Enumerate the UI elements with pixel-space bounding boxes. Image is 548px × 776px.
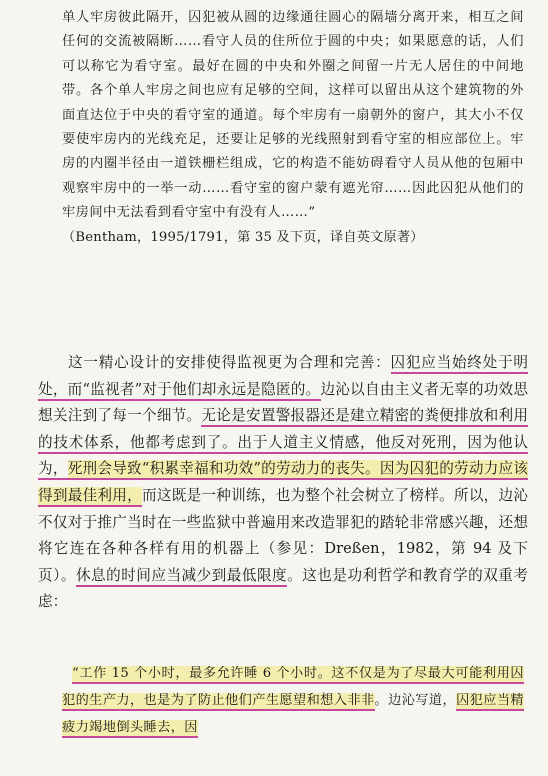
sentence: 边沁以自由主义者无辜的功效思想关注到了每一个细节。	[38, 380, 528, 425]
sentence: 。这也是功利哲学和教育学的双重考虑：	[38, 566, 528, 611]
block-quote-bentham	[62, 6, 524, 250]
block-quote-work-hours	[62, 660, 524, 741]
sentence: 而这既是一种训练，也为整个社会树立了榜样。所以，边沁不仅对于推广当时在一些监狱中普遍用来改造罪犯的踏轮非常感兴趣，还想将它连在各种各样有用的机器上（参见：Dreßen，1982，第 94 及下页）。	[38, 486, 528, 584]
underlined-text: 出于人道主义情感，他反对死刑，因为他认为，	[38, 434, 528, 481]
sentence: 这一精心设计的安排使得监视更为合理和完善：	[68, 354, 391, 371]
citation: （Bentham，1995/1791，第 35 及下页，译自英文原著）	[62, 229, 424, 245]
sentence: 。边沁写道，	[374, 693, 457, 708]
highlighted-text: 囚犯应当精疲力竭地倒头睡去，因	[62, 693, 524, 738]
highlighted-text: 因为囚犯的劳动力应该得到最佳利用，	[38, 460, 528, 507]
quote-text: 单人牢房彼此隔开，囚犯被从圆的边缘通往圆心的隔墙分离开来，相互之间任何的交流被隔断……看守人员的住所位于圆的中央；如果愿意的话，人们可以称它为看守室。最好在圆的中央和外圈之间留一片无人居住的中间地带。各个单人牢房之间也应有足够的空间，这样可以留出从这个建筑物的外面直达位于中央的看守室的通道。每个牢房有一扇朝外的窗户，其大小不仅要使牢房内的光线充足，还要让足够的光线照射到看守室的相应部位上。牢房的内圈半径由一道铁栅栏组成，它的构造不能妨碍看守人员从他的包厢中观察牢房中的一举一动……看守室的窗户蒙有遮光帘……因此囚犯从他们的牢房间中无法看到看守室中有没有人……”	[62, 10, 524, 221]
underlined-text: 休息的时间应当减少到最低限度	[76, 567, 287, 587]
highlighted-text: 死刑会导致“积累幸福和功效”的劳动力的丧失。	[68, 460, 380, 480]
highlighted-text: “工作 15 个小时，最多允许睡 6 个小时。这不仅是为了尽最大可能利用囚犯的生产力，也是为了防止他们产生愿望和想入非非	[62, 666, 524, 711]
underlined-text: 无论是安置警报器还是建立精密的粪便排放和利用的技术体系，他都考虑到了。	[38, 407, 528, 454]
main-paragraph	[38, 350, 528, 616]
underlined-text: 囚犯应当始终处于明处，而“监视者”对于他们却永远是隐匿的。	[38, 354, 528, 401]
